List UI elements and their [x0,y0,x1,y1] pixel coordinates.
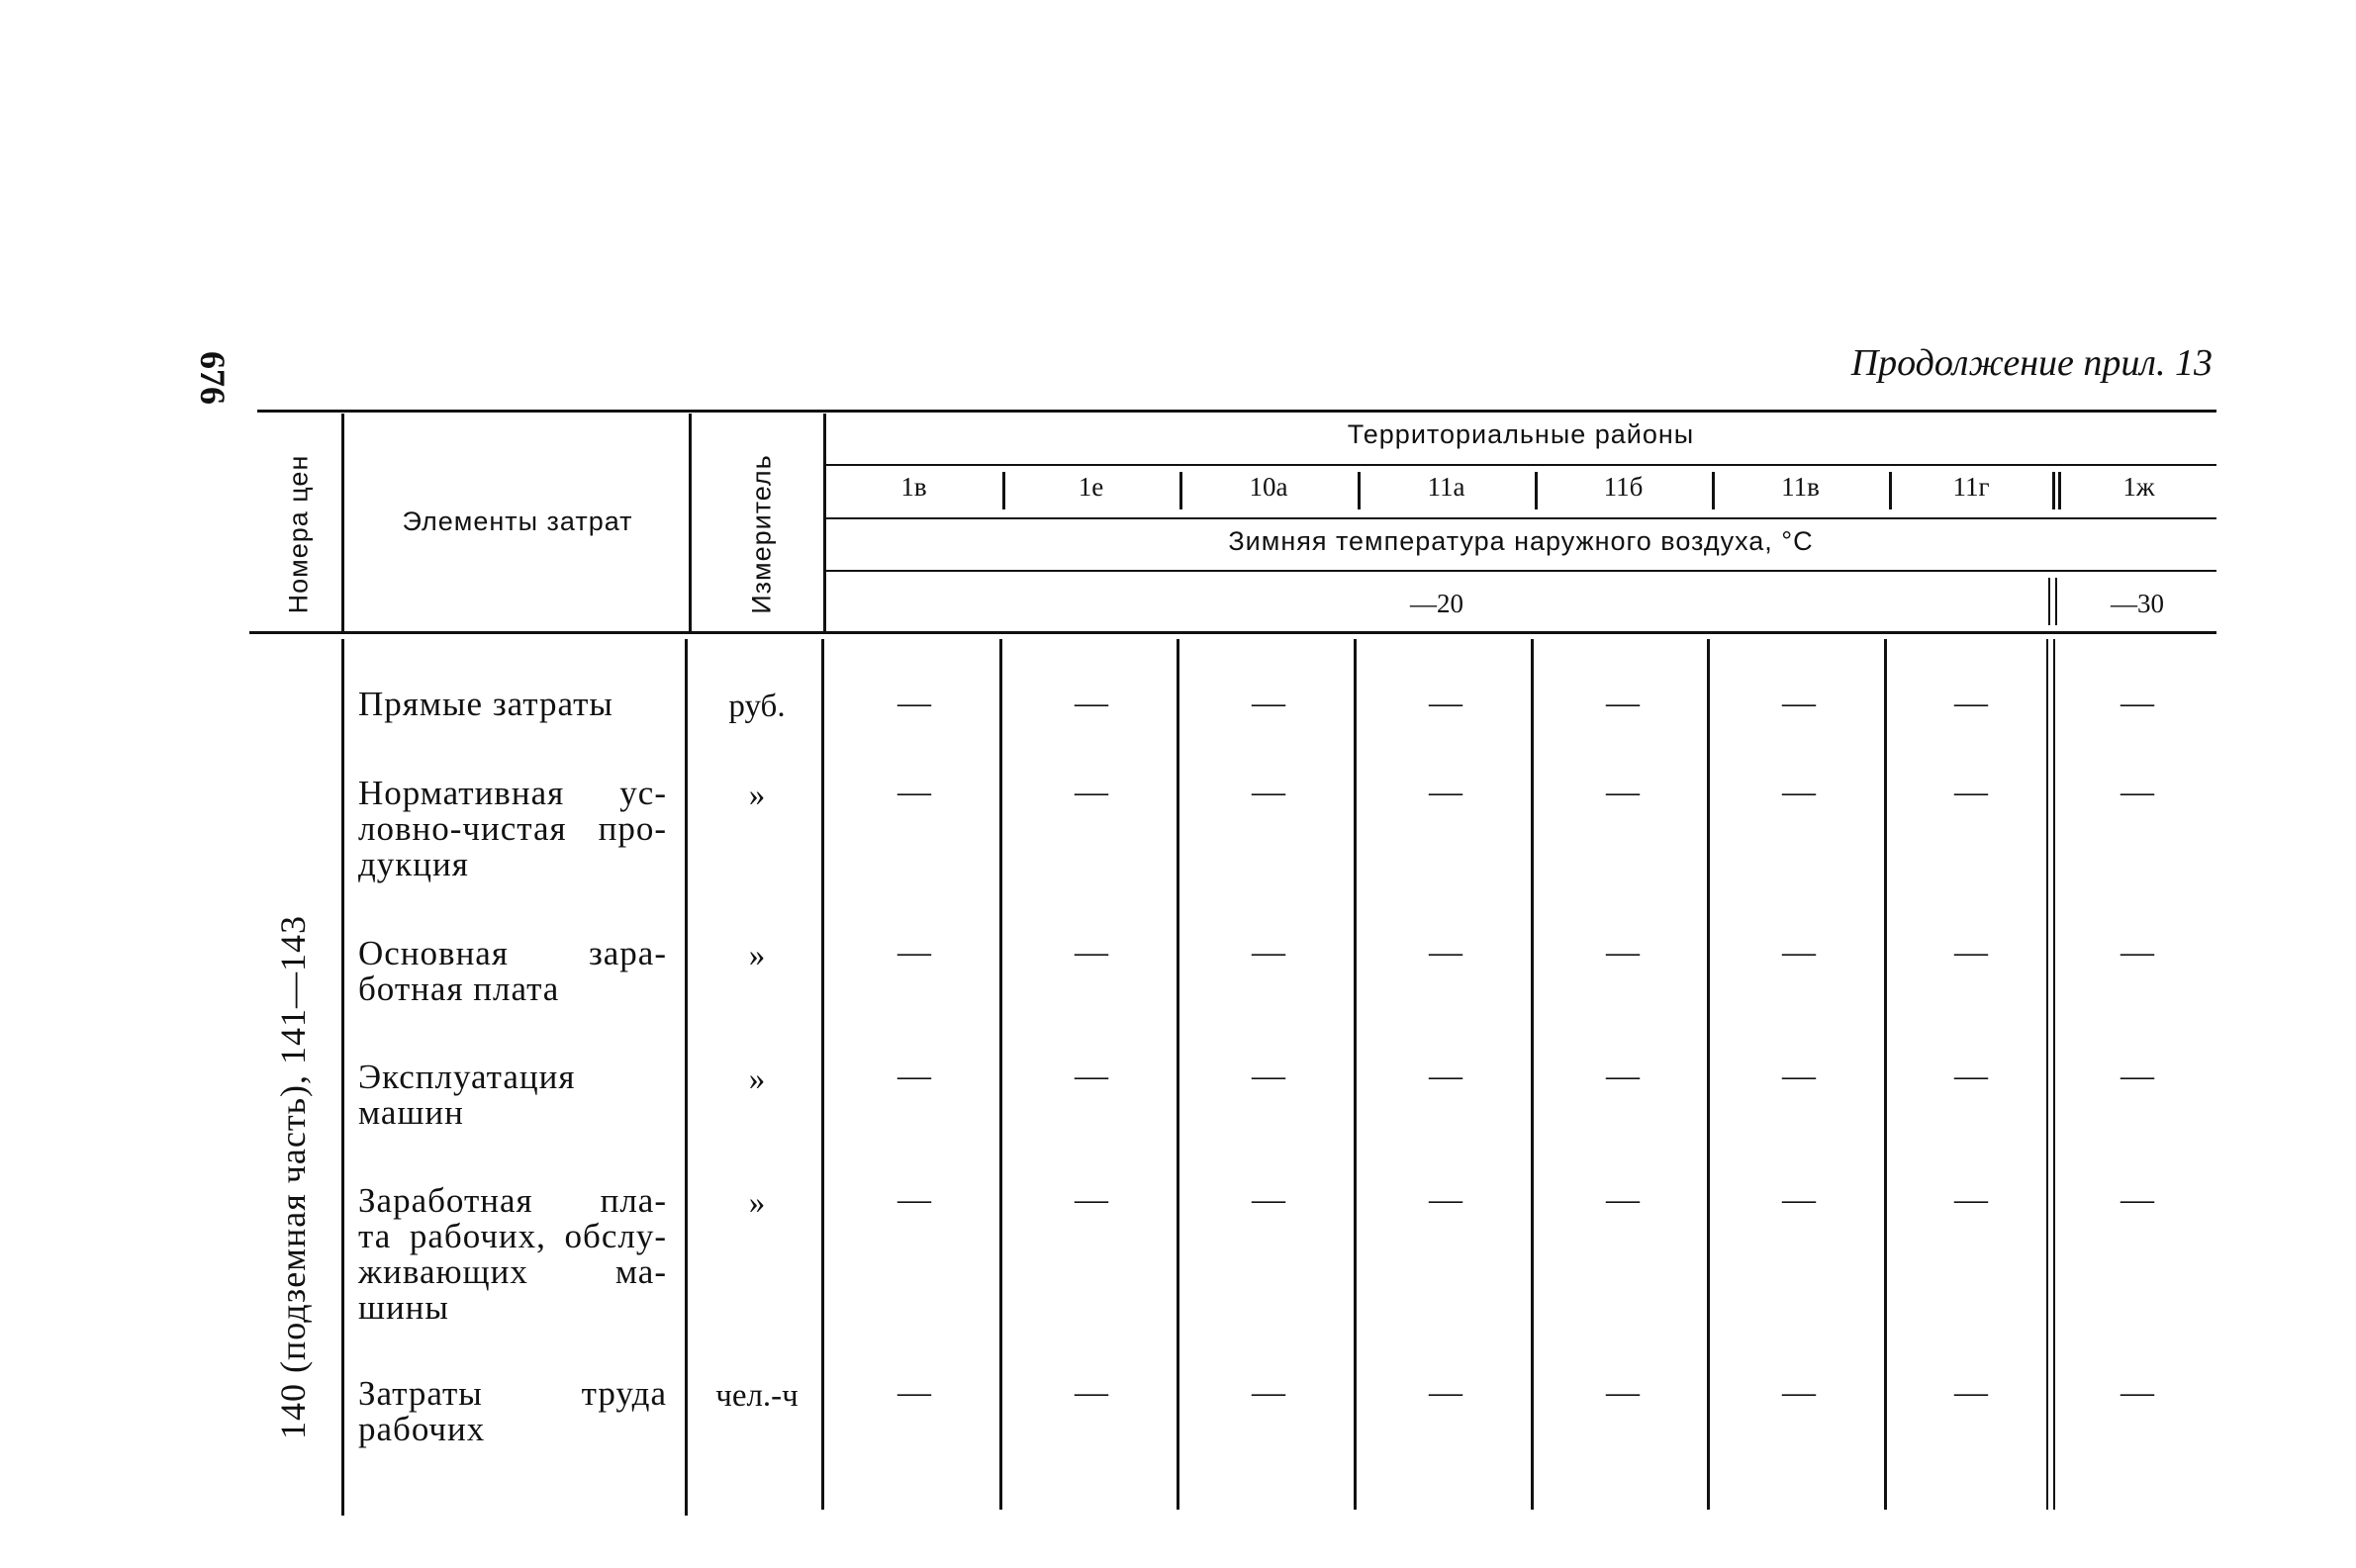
cost-element-label [358,1183,667,1326]
value-cell: — [1954,1374,1988,1411]
cost-element-label [358,1060,667,1131]
value-cell: — [1075,774,1108,810]
value-cell: — [1606,1181,1640,1218]
unit-cell: » [748,778,766,813]
value-cell: — [1954,1181,1988,1218]
value-cell: — [1606,934,1640,970]
region-11a: 11а [1427,472,1465,502]
value-cell: — [1252,1181,1285,1218]
value-cell: — [1252,934,1285,970]
value-cell: — [1782,934,1816,970]
value-cell: — [2120,1058,2154,1094]
price-number-range: 140 (подземная часть), 141—143 [273,915,313,1439]
unit-cell: » [748,1061,766,1097]
temp-value-minus-30: —30 [2111,589,2164,618]
value-cell: — [1954,1058,1988,1094]
cost-element-line: живающих ма- [358,1252,667,1291]
value-cell: — [897,774,931,810]
value-cell: — [1954,685,1988,721]
header-bottom-rule [249,631,2216,634]
body-sep-1 [999,639,1002,1510]
value-cell: — [2120,934,2154,970]
temp-sep-a [2048,578,2050,625]
temp-value-minus-20: —20 [1410,589,1463,618]
value-cell: — [897,1374,931,1411]
value-cell: — [897,1058,931,1094]
value-cell: — [2120,1374,2154,1411]
cost-element-label [358,776,667,882]
body-sep-2 [1177,639,1179,1510]
cost-element-line: Затраты труда [358,1374,667,1413]
value-cell: — [2120,685,2154,721]
value-cell: — [1252,1374,1285,1411]
page-number: 676 [193,351,233,405]
value-cell: — [897,934,931,970]
cost-element-line: Прямые затраты [358,685,613,723]
value-cell: — [1252,685,1285,721]
col-sep-elements [689,414,692,631]
region-1v: 1в [900,472,927,502]
header-price-numbers: Номера цен [283,454,314,614]
region-1e: 1е [1078,472,1104,502]
value-cell: — [1782,774,1816,810]
value-cell: — [1606,1058,1640,1094]
cost-element-line: ловно-чистая про- [358,809,667,848]
cost-element-line: дукция [358,845,469,883]
header-winter-temperature: Зимняя температура наружного воздуха, °С [1228,526,1814,556]
regions-rule-mid [825,517,2216,519]
value-cell: — [1252,1058,1285,1094]
continuation-caption: Продолжение прил. 13 [1850,342,2213,384]
table-top-rule [257,410,2216,413]
cost-element-label [358,687,667,722]
value-cell: — [2120,774,2154,810]
region-11v: 11в [1781,472,1820,502]
cost-element-line: Основная зара- [358,934,667,972]
cost-element-line: Эксплуатация [358,1058,576,1096]
col-sep-number [341,414,344,631]
unit-cell: » [748,1185,766,1221]
value-cell: — [1252,774,1285,810]
value-cell: — [1075,685,1108,721]
value-cell: — [1782,1374,1816,1411]
value-cell: — [1075,934,1108,970]
value-cell: — [897,685,931,721]
cost-element-line: машин [358,1093,464,1132]
body-sep-5 [1707,639,1710,1510]
region-11g: 11г [1952,472,1990,502]
value-cell: — [1606,1374,1640,1411]
value-cell: — [1782,1058,1816,1094]
value-cell: — [1954,774,1988,810]
temp-sep-b [2055,578,2057,625]
body-sep-4 [1531,639,1534,1510]
unit-cell: чел.-ч [715,1378,799,1414]
value-cell: — [1429,1374,1462,1411]
value-cell: — [1429,1181,1462,1218]
header-territorial-regions: Территориальные районы [1347,419,1695,449]
value-cell: — [1429,934,1462,970]
cost-element-line: рабочих [358,1410,486,1448]
cost-element-line: шины [358,1288,449,1327]
value-cell: — [2120,1181,2154,1218]
unit-cell: руб. [728,689,786,724]
regions-rule-top [825,464,2216,466]
regions-rule-bottom [825,570,2216,572]
col-sep-number-body [341,639,344,1516]
region-1zh: 1ж [2122,472,2155,502]
col-sep-elements-body [685,639,688,1516]
cost-element-label [358,1376,667,1447]
unit-cell: » [748,938,766,973]
region-11b: 11б [1603,472,1644,502]
value-cell: — [1954,934,1988,970]
region-10a: 10а [1249,472,1288,502]
value-cell: — [1075,1374,1108,1411]
value-cell: — [897,1181,931,1218]
value-cell: — [1429,1058,1462,1094]
cost-element-line: Нормативная ус- [358,774,667,812]
cost-element-line: Заработная пла- [358,1181,667,1220]
value-cell: — [1075,1058,1108,1094]
value-cell: — [1075,1181,1108,1218]
value-cell: — [1782,1181,1816,1218]
value-cell: — [1606,774,1640,810]
cost-element-line: та рабочих, обслу- [358,1217,667,1255]
header-unit: Измеритель [746,454,777,614]
value-cell: — [1782,685,1816,721]
value-cell: — [1429,685,1462,721]
value-cell: — [1606,685,1640,721]
value-cell: — [1429,774,1462,810]
body-sep-7b [2053,639,2055,1510]
header-cost-elements: Элементы затрат [402,507,633,536]
cost-element-label [358,936,667,1007]
body-sep-6 [1884,639,1887,1510]
body-sep-3 [1354,639,1357,1510]
body-sep-7a [2046,639,2048,1510]
cost-element-line: ботная плата [358,969,560,1008]
